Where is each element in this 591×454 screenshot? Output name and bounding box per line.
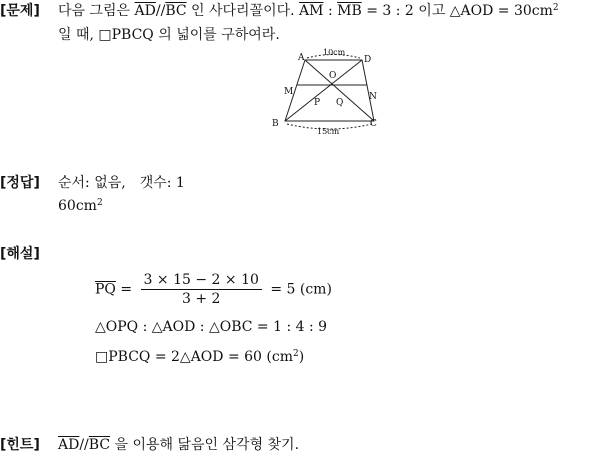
point-c: C [370,119,377,129]
area-main: □PBCQ = 2△AOD = 60 (cm [95,349,293,365]
parallel-symbol: // [155,3,166,19]
point-a: A [298,53,305,63]
point-p: P [314,98,321,108]
trapezoid-figure [268,48,380,136]
hint-text: 을 이용해 닮음인 삼각형 찾기. [110,437,300,453]
explanation-label: [해설] [0,246,40,262]
answer-value [58,198,103,214]
top-length-label: 10cm [323,48,346,57]
point-o: O [329,71,337,81]
area-sup: 2 [292,349,299,359]
area-end: ) [298,349,305,365]
superscript: 2 [552,3,559,13]
problem-line-2: 일 때, □PBCQ 의 넓이를 구하여라. [58,27,280,43]
point-q: Q [336,98,344,108]
pq-equation [95,272,332,307]
answer-count: 갯수: 1 [139,175,185,191]
answer-meta [58,172,185,192]
problem-text-2: 인 사다리꼴이다. [186,3,300,19]
trapezoid-outline [285,60,374,121]
fraction [141,272,262,307]
problem-text-1: 다음 그림은 [58,3,135,19]
equals: = [115,281,137,298]
segment-am: $\overline{AM}$ [299,3,324,19]
segment-ad: $\overline{AD}$ [134,3,156,19]
problem-line-1 [58,0,559,20]
answer-value-main: 60cm [58,198,97,214]
hint-segment-bc: $\overline{BC}$ [88,437,111,453]
answer-value-sup: 2 [96,198,103,208]
point-d: D [364,55,372,65]
hint-line [58,434,299,454]
diagonal-bd [285,60,362,121]
segment-bc: $\overline{BC}$ [165,3,187,19]
hint-segment-ad: $\overline{AD}$ [58,437,80,453]
answer-label: [정답] [0,175,40,191]
point-n: N [369,92,377,102]
point-m: M [284,87,294,97]
colon: : [323,3,338,19]
answer-order: 순서: 없음, [58,175,126,191]
area-line [95,349,304,365]
fraction-numerator: 3 × 15 − 2 × 10 [141,272,262,290]
ratio-line: △OPQ : △AOD : △OBC = 1 : 4 : 9 [95,319,328,335]
hint-label: [힌트] [0,437,40,453]
problem-label: [문제] [0,3,40,19]
bottom-length-label: 15cm [317,127,340,136]
point-b: B [272,119,279,129]
segment-pq: $\overline{PQ}$ [95,281,116,298]
hint-parallel: // [79,437,89,453]
pq-result: = 5 (cm) [265,281,332,298]
segment-mb: $\overline{MB}$ [337,3,362,19]
fraction-denominator: 3 + 2 [181,291,221,307]
problem-text-3: = 3 : 2 이고 △AOD = 30cm [361,3,553,19]
